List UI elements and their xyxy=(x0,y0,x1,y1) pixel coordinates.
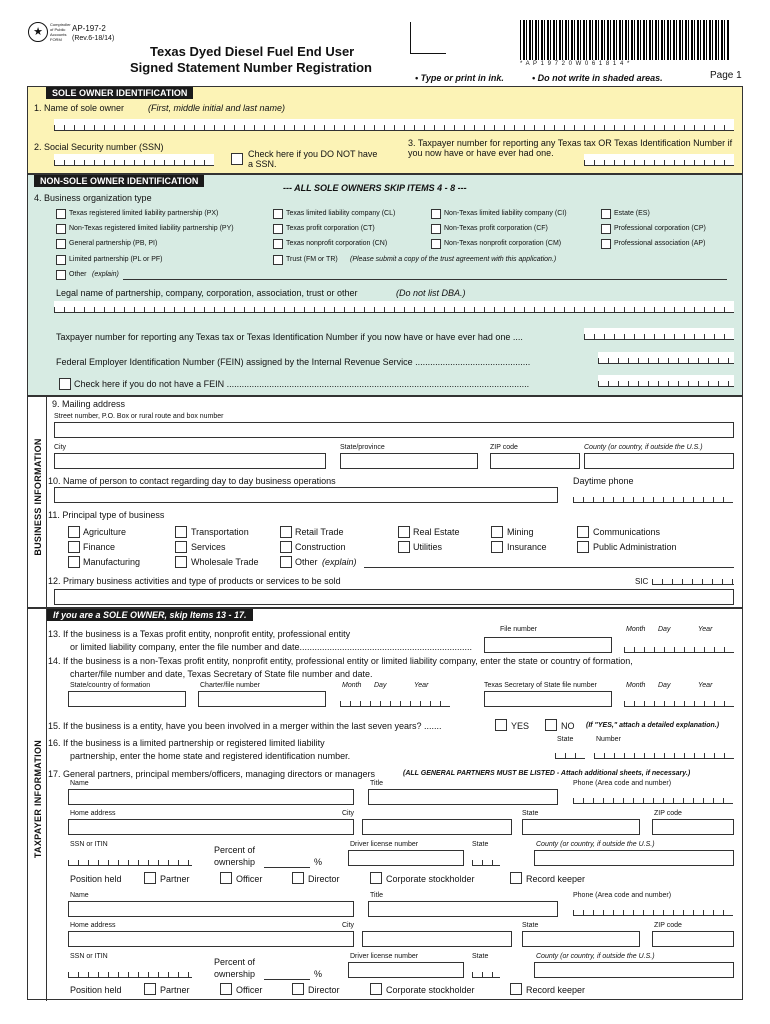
biz-manufacturing-label: Manufacturing xyxy=(83,557,141,567)
org-type-ci[interactable] xyxy=(431,209,441,219)
p1-recordkeeper-checkbox[interactable] xyxy=(510,872,522,884)
biz-publicadmin-checkbox[interactable] xyxy=(577,541,589,553)
p2-county-input[interactable] xyxy=(534,962,734,978)
p2-dl-label: Driver license number xyxy=(350,953,419,960)
p1-pct-label: Percent of xyxy=(214,845,256,855)
biz-retail-checkbox[interactable] xyxy=(280,526,292,538)
q2-label: 2. Social Security number (SSN) xyxy=(34,142,164,152)
q15-no-checkbox[interactable] xyxy=(545,719,557,731)
p1-name-label: Name xyxy=(70,780,89,787)
daytime-phone-input[interactable] xyxy=(573,491,733,503)
p2-partner-label: Partner xyxy=(160,985,190,995)
form-title-line1: Texas Dyed Diesel Fuel End User xyxy=(150,44,355,59)
taxpayer-info-vlabel: TAXPAYER INFORMATION xyxy=(33,739,43,859)
org-type-trust[interactable] xyxy=(273,255,283,265)
p2-officer-label: Officer xyxy=(236,985,263,995)
biz-insurance-label: Insurance xyxy=(507,542,547,552)
q6-label: Taxpayer number for reporting any Texas tax or Texas Identification Number if you now have or have ever had one .... xyxy=(56,332,523,342)
p2-officer-checkbox[interactable] xyxy=(220,983,232,995)
q14-state-label: State/country of formation xyxy=(70,682,151,689)
org-type-ct-label: Texas profit corporation (CT) xyxy=(286,225,375,232)
biz-transportation-label: Transportation xyxy=(191,527,249,537)
sole-owner-skip-banner: If you are a SOLE OWNER, skip Items 13 - 17. xyxy=(47,609,253,621)
biz-publicadmin-label: Public Administration xyxy=(593,542,677,552)
p1-own-label: ownership xyxy=(214,857,256,867)
biz-agriculture-checkbox[interactable] xyxy=(68,526,80,538)
p1-dl-input[interactable] xyxy=(348,850,464,866)
barcode xyxy=(520,20,730,60)
org-type-cf-label: Non-Texas profit corporation (CF) xyxy=(444,225,548,232)
p1-phone-label: Phone (Area code and number) xyxy=(573,780,672,787)
p2-title-label: Title xyxy=(370,892,383,899)
p2-pct-label: Percent of xyxy=(214,957,256,967)
biz-mining-checkbox[interactable] xyxy=(491,526,503,538)
business-activities-input[interactable] xyxy=(54,589,734,605)
p1-director-checkbox[interactable] xyxy=(292,872,304,884)
q16-line2: partnership, enter the home state and registered identification number. xyxy=(70,751,351,761)
p1-recordkeeper-label: Record keeper xyxy=(526,874,586,884)
street-input[interactable] xyxy=(54,422,734,438)
p2-director-label: Director xyxy=(308,985,340,995)
q16-state-input[interactable] xyxy=(555,747,585,759)
org-type-other-hint: (explain) xyxy=(92,271,119,278)
org-type-cm-label: Non-Texas nonprofit corporation (CM) xyxy=(444,240,562,247)
sole-taxpayer-number-input[interactable] xyxy=(584,154,734,166)
p1-officer-label: Officer xyxy=(236,874,263,884)
street-label: Street number, P.O. Box or rural route and box number xyxy=(54,413,224,420)
p2-phone-input[interactable] xyxy=(573,904,733,916)
q15-yes-label: YES xyxy=(511,721,530,731)
p2-state-label: State xyxy=(522,922,539,929)
p2-name-input[interactable] xyxy=(68,901,354,917)
sole-owner-header: SOLE OWNER IDENTIFICATION xyxy=(46,87,193,99)
org-type-cn-label: Texas nonprofit corporation (CN) xyxy=(286,240,388,247)
p1-dlstate-label: State xyxy=(472,841,489,848)
q5-hint: (Do not list DBA.) xyxy=(396,288,466,298)
p1-city-label: City xyxy=(342,810,355,817)
p1-state-input[interactable] xyxy=(522,819,640,835)
biz-other-input[interactable] xyxy=(364,567,734,568)
q13-line1: 13. If the business is a Texas profit entity, nonprofit entity, professional entity xyxy=(48,629,351,639)
barcode-text: * A P 1 9 7 2 0 W 0 6 1 8 1 4 * xyxy=(520,61,631,67)
p2-stockholder-checkbox[interactable] xyxy=(370,983,382,995)
p2-state-input[interactable] xyxy=(522,931,640,947)
seal-text: Comptroller of Public Accounts FORM xyxy=(50,22,71,42)
p2-own-label: ownership xyxy=(214,969,256,979)
biz-other-checkbox[interactable] xyxy=(280,556,292,568)
p2-pct-sign: % xyxy=(314,969,323,979)
trust-note: (Please submit a copy of the trust agreement with this application.) xyxy=(350,256,557,263)
q11-label: 11. Principal type of business xyxy=(48,510,165,520)
q15-no-label: NO xyxy=(561,721,575,731)
p2-ssn-input[interactable] xyxy=(68,966,192,978)
ssn-input[interactable] xyxy=(54,154,214,166)
q14-day-label: Day xyxy=(374,682,387,689)
biz-insurance-checkbox[interactable] xyxy=(491,541,503,553)
p1-partner-checkbox[interactable] xyxy=(144,872,156,884)
biz-other-label: Other xyxy=(295,557,318,567)
q15-label: 15. If the business is a entity, have you been involved in a merger within the last seven years? ....... xyxy=(48,721,442,731)
org-type-py[interactable] xyxy=(56,224,66,234)
fein-input[interactable] xyxy=(598,352,734,364)
p1-pct-sign: % xyxy=(314,857,323,867)
q14-year-label: Year xyxy=(414,682,429,689)
q16-number-label: Number xyxy=(596,736,621,743)
zip-input[interactable] xyxy=(490,453,580,469)
q14-month2-label: Month xyxy=(626,682,646,689)
q13-year-label: Year xyxy=(698,626,713,633)
page-number: Page 1 xyxy=(710,70,742,81)
q12-label: 12. Primary business activities and type of products or services to be sold xyxy=(48,576,341,586)
contact-name-input[interactable] xyxy=(54,487,558,503)
q14-sos-label: Texas Secretary of State file number xyxy=(484,682,597,689)
biz-construction-checkbox[interactable] xyxy=(280,541,292,553)
org-type-ct[interactable] xyxy=(273,224,283,234)
q13-month-label: Month xyxy=(626,626,646,633)
p2-stockholder-label: Corporate stockholder xyxy=(386,985,475,995)
p1-zip-input[interactable] xyxy=(652,819,734,835)
p1-home-input[interactable] xyxy=(68,819,354,835)
biz-finance-label: Finance xyxy=(83,542,116,552)
p1-dl-label: Driver license number xyxy=(350,841,419,848)
p2-city-input[interactable] xyxy=(362,931,512,947)
q14-year2-label: Year xyxy=(698,682,713,689)
q9-label: 9. Mailing address xyxy=(52,399,126,409)
org-type-es[interactable] xyxy=(601,209,611,219)
q14-day2-label: Day xyxy=(658,682,671,689)
form-rev: (Rev.6-18/14) xyxy=(72,35,115,42)
sole-owner-name-input[interactable] xyxy=(54,119,734,131)
q7-label: Federal Employer Identification Number (FEIN) assigned by the Internal Revenue Service .............................................. xyxy=(56,357,531,367)
org-type-other-label: Other xyxy=(69,271,87,278)
p1-pct-input[interactable] xyxy=(264,867,310,868)
p2-home-input[interactable] xyxy=(68,931,354,947)
p1-stockholder-checkbox[interactable] xyxy=(370,872,382,884)
p1-county-label: County (or country, if outside the U.S.) xyxy=(536,841,655,848)
q5-label: Legal name of partnership, company, corporation, association, trust or other xyxy=(56,288,358,298)
biz-communications-label: Communications xyxy=(593,527,661,537)
p2-dl-input[interactable] xyxy=(348,962,464,978)
org-type-ap-label: Professional association (AP) xyxy=(614,240,706,247)
org-type-pb[interactable] xyxy=(56,239,66,249)
p1-officer-checkbox[interactable] xyxy=(220,872,232,884)
p2-title-input[interactable] xyxy=(368,901,558,917)
org-type-trust-label: Trust (FM or TR) xyxy=(286,256,338,263)
p2-director-checkbox[interactable] xyxy=(292,983,304,995)
org-type-other-input[interactable] xyxy=(123,279,727,280)
p1-pos-label: Position held xyxy=(70,874,122,884)
p1-phone-input[interactable] xyxy=(573,792,733,804)
org-type-pb-label: General partnership (PB, PI) xyxy=(69,240,158,247)
no-fein-label: Check here if you do not have a FEIN ......................................................................................................................... xyxy=(74,379,530,389)
biz-wholesale-label: Wholesale Trade xyxy=(191,557,259,567)
org-type-cm[interactable] xyxy=(431,239,441,249)
state-input[interactable] xyxy=(340,453,478,469)
org-type-ap[interactable] xyxy=(601,239,611,249)
q17-label: 17. General partners, principal members/officers, managing directors or managers xyxy=(48,769,375,779)
org-type-cn[interactable] xyxy=(273,239,283,249)
biz-agriculture-label: Agriculture xyxy=(83,527,127,537)
q14-charter-label: Charter/file number xyxy=(200,682,260,689)
org-type-cl[interactable] xyxy=(273,209,283,219)
biz-realestate-checkbox[interactable] xyxy=(398,526,410,538)
q10-label: 10. Name of person to contact regarding day to day business operations xyxy=(48,476,336,486)
entity-taxpayer-number-input[interactable] xyxy=(584,328,734,340)
biz-retail-label: Retail Trade xyxy=(295,527,344,537)
p2-pos-label: Position held xyxy=(70,985,122,995)
form-title-line2: Signed Statement Number Registration xyxy=(130,60,372,75)
p1-city-input[interactable] xyxy=(362,819,512,835)
q14-line1: 14. If the business is a non-Texas profit entity, nonprofit entity, professional entity or limited liability company, enter the state or country of formation, xyxy=(48,656,633,666)
org-type-cp-label: Professional corporation (CP) xyxy=(614,225,706,232)
biz-services-label: Services xyxy=(191,542,226,552)
p1-ssn-label: SSN or ITIN xyxy=(70,841,108,848)
legal-name-input[interactable] xyxy=(54,301,734,313)
biz-other-hint: (explain) xyxy=(322,557,357,567)
q15-yes-checkbox[interactable] xyxy=(495,719,507,731)
org-type-py-label: Non-Texas registered limited liability partnership (PY) xyxy=(69,225,234,232)
p2-zip-input[interactable] xyxy=(652,931,734,947)
org-type-es-label: Estate (ES) xyxy=(614,210,650,217)
q3-label: 3. Taxpayer number for reporting any Texas tax OR Texas Identification Number if you now have or have ever had one. xyxy=(408,138,733,158)
p2-county-label: County (or country, if outside the U.S.) xyxy=(536,953,655,960)
p1-stockholder-label: Corporate stockholder xyxy=(386,874,475,884)
p2-phone-label: Phone (Area code and number) xyxy=(573,892,672,899)
q14-state-input[interactable] xyxy=(68,691,186,707)
business-info-section xyxy=(27,396,743,608)
instruction-ink: • Type or print in ink. xyxy=(415,73,504,83)
corner-mark xyxy=(410,22,446,54)
q1-label: 1. Name of sole owner xyxy=(34,103,125,113)
p1-title-label: Title xyxy=(370,780,383,787)
p1-title-input[interactable] xyxy=(368,789,558,805)
q13-line2: or limited liability company, enter the file number and date..................................................................... xyxy=(70,642,472,652)
p2-recordkeeper-checkbox[interactable] xyxy=(510,983,522,995)
no-ssn-label: Check here if you DO NOT have a SSN. xyxy=(248,149,378,169)
p2-city-label: City xyxy=(342,922,355,929)
sole-owner-section xyxy=(27,86,743,174)
biz-utilities-label: Utilities xyxy=(413,542,443,552)
q15-note: (If "YES," attach a detailed explanation.) xyxy=(586,722,720,729)
q17-note: (ALL GENERAL PARTNERS MUST BE LISTED - Attach additional sheets, if necessary.) xyxy=(403,770,691,777)
q14-charter-input[interactable] xyxy=(198,691,326,707)
state-label: State/province xyxy=(340,444,385,451)
org-type-cp[interactable] xyxy=(601,224,611,234)
p1-county-input[interactable] xyxy=(534,850,734,866)
q13-day-label: Day xyxy=(658,626,671,633)
p1-state-label: State xyxy=(522,810,539,817)
q16-number-input[interactable] xyxy=(594,747,734,759)
taxpayer-info-section xyxy=(27,608,743,1000)
q14-month-label: Month xyxy=(342,682,362,689)
p1-zip-label: ZIP code xyxy=(654,810,682,817)
p1-dlstate-input[interactable] xyxy=(472,854,500,866)
biz-manufacturing-checkbox[interactable] xyxy=(68,556,80,568)
no-fein-checkbox[interactable] xyxy=(59,378,71,390)
phone-label: Daytime phone xyxy=(573,476,634,486)
no-fein-input[interactable] xyxy=(598,375,734,387)
org-type-pl-label: Limited partnership (PL or PF) xyxy=(69,256,163,263)
p1-name-input[interactable] xyxy=(68,789,354,805)
p2-dlstate-label: State xyxy=(472,953,489,960)
q16-line1: 16. If the business is a limited partnership or registered limited liability xyxy=(48,738,325,748)
business-info-vlabel: BUSINESS INFORMATION xyxy=(33,438,43,556)
sic-label: SIC xyxy=(635,577,649,586)
p1-ssn-input[interactable] xyxy=(68,854,192,866)
city-label: City xyxy=(54,444,67,451)
skip-note-4-8: --- ALL SOLE OWNERS SKIP ITEMS 4 - 8 --- xyxy=(283,183,467,193)
p2-home-label: Home address xyxy=(70,922,116,929)
biz-wholesale-checkbox[interactable] xyxy=(175,556,187,568)
p2-ssn-label: SSN or ITIN xyxy=(70,953,108,960)
org-type-cl-label: Texas limited liability company (CL) xyxy=(286,210,396,217)
biz-mining-label: Mining xyxy=(507,527,534,537)
org-type-cf[interactable] xyxy=(431,224,441,234)
p2-dlstate-input[interactable] xyxy=(472,966,500,978)
biz-construction-label: Construction xyxy=(295,542,346,552)
city-input[interactable] xyxy=(54,453,326,469)
org-type-pl[interactable] xyxy=(56,255,66,265)
biz-utilities-checkbox[interactable] xyxy=(398,541,410,553)
org-type-ci-label: Non-Texas limited liability company (CI) xyxy=(444,210,567,217)
q16-state-label: State xyxy=(557,736,574,743)
biz-transportation-checkbox[interactable] xyxy=(175,526,187,538)
q14-date-input[interactable] xyxy=(340,695,450,707)
form-number: AP-197-2 xyxy=(72,24,106,33)
non-sole-owner-section xyxy=(27,174,743,396)
p1-director-label: Director xyxy=(308,874,340,884)
comptroller-seal: ★ xyxy=(28,22,48,42)
q13-date-input[interactable] xyxy=(624,641,734,653)
zip-label: ZIP code xyxy=(490,444,518,451)
p2-zip-label: ZIP code xyxy=(654,922,682,929)
county-label: County (or country, if outside the U.S.) xyxy=(584,444,703,451)
biz-realestate-label: Real Estate xyxy=(413,527,460,537)
instruction-shaded: • Do not write in shaded areas. xyxy=(532,73,663,83)
non-sole-header: NON-SOLE OWNER IDENTIFICATION xyxy=(34,175,204,187)
org-type-px[interactable] xyxy=(56,209,66,219)
p1-partner-label: Partner xyxy=(160,874,190,884)
no-ssn-checkbox[interactable] xyxy=(231,153,243,165)
p2-recordkeeper-label: Record keeper xyxy=(526,985,586,995)
q14-sos-input[interactable] xyxy=(484,691,612,707)
q14-line2: charter/file number and date, Texas Secretary of State file number and date. xyxy=(70,669,373,679)
q13-file-number-input[interactable] xyxy=(484,637,612,653)
p2-name-label: Name xyxy=(70,892,89,899)
sic-input[interactable] xyxy=(652,573,734,585)
q14-date2-input[interactable] xyxy=(624,695,734,707)
q4-label: 4. Business organization type xyxy=(34,193,152,203)
q13-file-number-label: File number xyxy=(500,626,537,633)
org-type-px-label: Texas registered limited liability partnership (PX) xyxy=(69,210,219,217)
q1-hint: (First, middle initial and last name) xyxy=(148,103,286,113)
p2-partner-checkbox[interactable] xyxy=(144,983,156,995)
org-type-other[interactable] xyxy=(56,270,66,280)
biz-communications-checkbox[interactable] xyxy=(577,526,589,538)
biz-finance-checkbox[interactable] xyxy=(68,541,80,553)
p1-home-label: Home address xyxy=(70,810,116,817)
biz-services-checkbox[interactable] xyxy=(175,541,187,553)
p2-pct-input[interactable] xyxy=(264,979,310,980)
county-input[interactable] xyxy=(584,453,734,469)
